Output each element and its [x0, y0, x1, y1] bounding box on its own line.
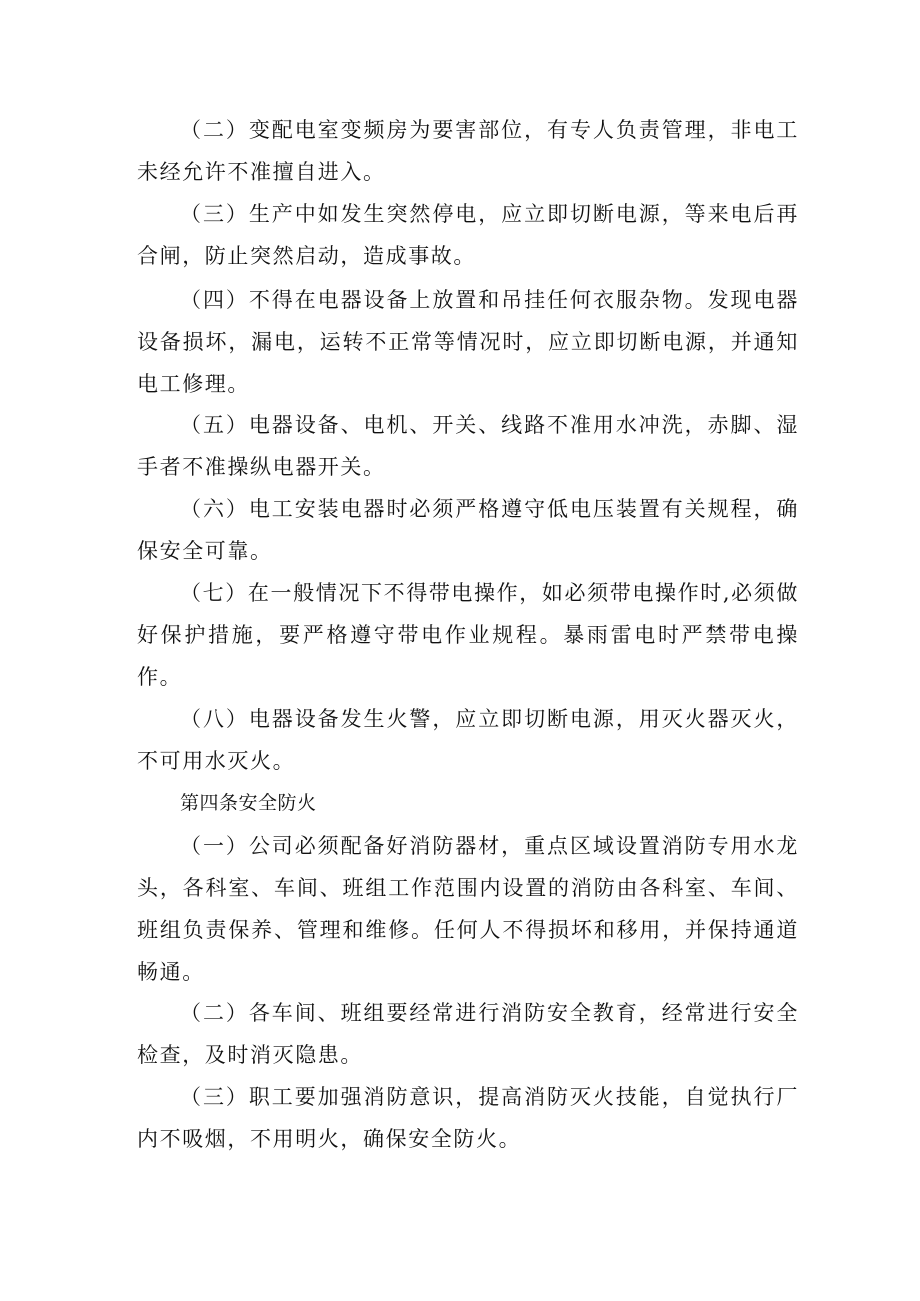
paragraph-item-7: （七）在一般情况下不得带电操作，如必须带电操作时,必须做好保护措施，要严格遵守带电作业规程。暴雨雷电时严禁带电操作。	[137, 581, 799, 689]
paragraph-item-6: （六）电工安装电器时必须严格遵守低电压装置有关规程，确保安全可靠。	[137, 497, 799, 563]
paragraph-item-fire-2: （二）各车间、班组要经常进行消防安全教育，经常进行安全检查，及时消灭隐患。	[137, 1001, 799, 1067]
paragraph-item-5: （五）电器设备、电机、开关、线路不准用水冲洗，赤脚、湿手者不准操纵电器开关。	[137, 413, 799, 479]
paragraph-item-8: （八）电器设备发生火警，应立即切断电源，用灭火器灭火，不可用水灭火。	[137, 707, 799, 773]
paragraph-item-fire-3: （三）职工要加强消防意识，提高消防灭火技能，自觉执行厂内不吸烟，不用明火，确保安全防火。	[137, 1085, 799, 1151]
section-heading: 第四条安全防火	[180, 792, 317, 814]
paragraph-item-3: （三）生产中如发生突然停电，应立即切断电源，等来电后再合闸，防止突然启动，造成事故。	[137, 202, 799, 268]
paragraph-item-2: （二）变配电室变频房为要害部位，有专人负责管理，非电工未经允许不准擅自进入。	[137, 118, 799, 184]
paragraph-item-fire-1: （一）公司必须配备好消防器材，重点区域设置消防专用水龙头，各科室、车间、班组工作范围内设置的消防由各科室、车间、班组负责保养、管理和维修。任何人不得损坏和移用，并保持通道畅通。	[137, 834, 799, 984]
paragraph-item-4: （四）不得在电器设备上放置和吊挂任何衣服杂物。发现电器设备损坏，漏电，运转不正常等情况时，应立即切断电源，并通知电工修理。	[137, 288, 799, 396]
